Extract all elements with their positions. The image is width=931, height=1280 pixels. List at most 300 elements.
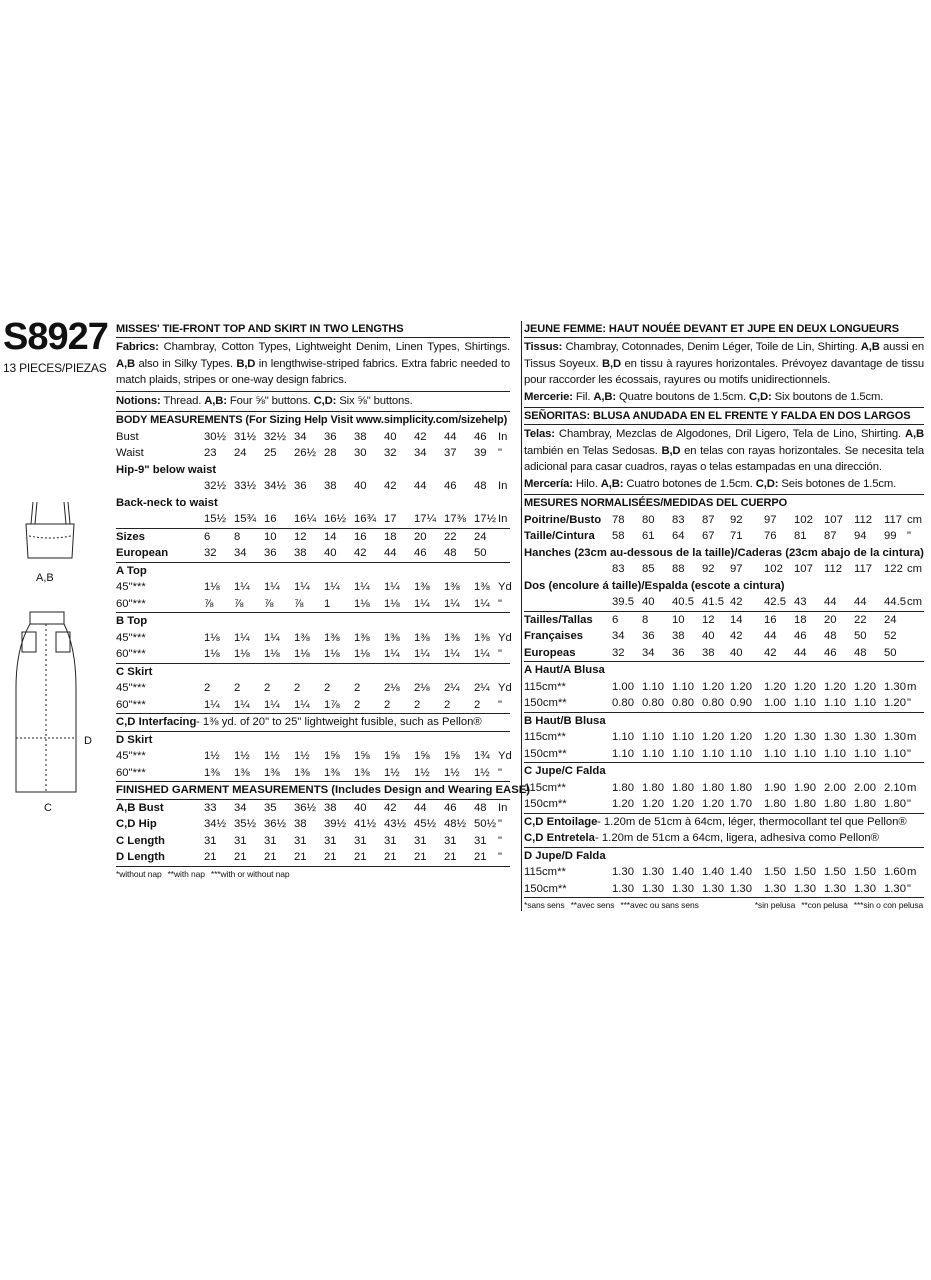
cell-value: 0.80 <box>612 697 634 709</box>
cell-value: 1 <box>324 597 331 610</box>
cell-value: 42 <box>414 430 427 443</box>
mesures-title: MESURES NORMALISÉES/MEDIDAS DEL CUERPO <box>524 497 788 509</box>
merceria-ab: A,B: <box>600 477 624 490</box>
cell-value: 8 <box>642 613 649 626</box>
french-spanish-section <box>521 321 924 911</box>
table-row <box>116 545 510 563</box>
row-label: Dos (encolure á taille)/Espalda (escote a cintura) <box>524 579 785 592</box>
cell-value: 1¼ <box>294 698 310 711</box>
cell-value: 1.50 <box>794 866 816 878</box>
cell-value: 92 <box>730 513 743 526</box>
cell-value: 87 <box>824 530 837 542</box>
cell-value: 1.30 <box>884 680 906 693</box>
french-measurement-table <box>524 512 924 899</box>
footnote: **avec sens <box>570 900 615 910</box>
cell-value: 32½ <box>204 480 226 492</box>
table-row <box>524 881 924 899</box>
table-row <box>116 511 510 529</box>
unit: " <box>498 698 503 711</box>
unit: Yd <box>498 750 512 762</box>
cell-value: 2¼ <box>444 682 460 694</box>
cell-value: 10 <box>264 530 277 543</box>
cell-value: 34 <box>642 646 655 659</box>
cell-value: 42 <box>354 547 367 559</box>
row-label: Waist <box>116 447 144 459</box>
cell-value: 1.80 <box>612 781 634 794</box>
cell-value: 1.30 <box>884 882 906 895</box>
table-row <box>116 529 510 546</box>
cell-value: 1⅛ <box>324 648 340 660</box>
cell-value: 88 <box>672 563 685 575</box>
cell-value: 6 <box>204 530 211 543</box>
mercerie-text3: Six boutons de 1.5cm. <box>771 390 884 403</box>
cell-value: 1⅝ <box>324 750 340 762</box>
cell-value: 2.00 <box>854 781 876 794</box>
cell-value: 1¼ <box>264 698 280 711</box>
cell-value: 16½ <box>324 513 346 525</box>
cell-value: 1⅜ <box>324 631 340 644</box>
table-row <box>116 445 510 462</box>
cell-value: 112 <box>824 563 843 575</box>
cell-value: 43 <box>794 596 807 608</box>
row-text: - 1⅜ yd. of 20" to 25" lightweight fusible, such as Pellon® <box>196 716 482 728</box>
table-row <box>524 695 924 713</box>
cell-value: 2 <box>474 698 481 711</box>
cell-value: 1⅜ <box>474 631 490 644</box>
cell-value: 16¾ <box>354 513 376 525</box>
cell-value: 1.50 <box>764 866 786 878</box>
cell-value: 42 <box>730 596 743 608</box>
cell-value: 21 <box>264 851 277 863</box>
cell-value: 67 <box>702 530 715 542</box>
row-label: C,D Hip <box>116 818 157 830</box>
cell-value: 21 <box>234 851 247 863</box>
cell-value: 1½ <box>474 766 490 779</box>
row-label: 60"*** <box>116 698 146 711</box>
cell-value: 80 <box>642 513 655 526</box>
cell-value: 1⅛ <box>294 648 310 660</box>
cell-value: 1.10 <box>794 747 816 760</box>
unit: Yd <box>498 581 512 593</box>
cell-value: 1⅜ <box>324 766 340 779</box>
row-label: European <box>116 547 169 559</box>
row-label: Taille/Cintura <box>524 530 595 542</box>
cell-value: 44.5 <box>884 596 906 608</box>
row-label: C,D Interfacing <box>116 716 197 728</box>
cell-value: 1⅜ <box>444 631 460 644</box>
table-row <box>524 763 924 780</box>
cell-value: 1.10 <box>612 747 634 760</box>
cell-value: 1.20 <box>612 798 634 810</box>
table-row <box>524 512 924 529</box>
cell-value: 1.00 <box>612 680 634 693</box>
table-row <box>524 612 924 629</box>
table-row <box>524 780 924 797</box>
table-row <box>524 528 924 545</box>
cell-value: 1.10 <box>642 680 664 693</box>
french-footnotes <box>524 898 924 911</box>
skirt-d-label: D <box>84 735 92 747</box>
table-row <box>116 833 510 850</box>
tissus-paragraph <box>524 338 924 408</box>
unit: m <box>907 866 917 878</box>
cell-value: 21 <box>204 851 217 863</box>
cell-value: 1⅛ <box>264 648 280 660</box>
unit: " <box>498 597 503 610</box>
cell-value: 1.10 <box>730 747 752 760</box>
cell-value: 1¼ <box>444 597 460 610</box>
cell-value: 34½ <box>204 818 226 830</box>
cell-value: 44 <box>854 596 867 608</box>
cell-value: 1.70 <box>730 798 752 810</box>
notions-cd: C,D: <box>313 394 337 407</box>
cell-value: 1½ <box>414 766 430 779</box>
cell-value: 1.30 <box>730 882 752 895</box>
top-illustration-label: A,B <box>36 572 54 584</box>
cell-value: 40.5 <box>672 596 694 608</box>
cell-value: 16 <box>764 613 777 626</box>
cell-value: 40 <box>324 547 337 559</box>
cell-value: 40 <box>730 646 743 659</box>
cell-value: 1.30 <box>612 866 634 878</box>
cell-value: 1⅜ <box>264 766 280 779</box>
mercerie-text: Fil. <box>572 390 594 403</box>
table-row <box>524 578 924 595</box>
cell-value: 2 <box>264 682 271 694</box>
cell-value: 14 <box>730 613 743 626</box>
cell-value: 1½ <box>234 750 250 762</box>
cell-value: 1⅛ <box>354 648 370 660</box>
cell-value: 0.80 <box>672 697 694 709</box>
table-row <box>524 679 924 696</box>
row-label: C,D Entretela <box>524 832 595 844</box>
cell-value: 34 <box>234 547 247 559</box>
cell-value: 1.30 <box>764 882 786 895</box>
pattern-number: S8927 <box>3 316 108 358</box>
cell-value: 1⅜ <box>234 766 250 779</box>
table-row <box>116 732 510 749</box>
cell-value: 1.80 <box>642 781 664 794</box>
row-label: 45"*** <box>116 581 146 593</box>
row-label: A Top <box>116 564 147 577</box>
cell-value: 1⅛ <box>204 648 220 660</box>
cell-value: 2.10 <box>884 781 906 794</box>
cell-value: 12 <box>702 613 715 626</box>
cell-value: 85 <box>642 563 655 575</box>
cell-value: 1⅜ <box>414 631 430 644</box>
notions-text: Thread. <box>160 394 205 407</box>
table-row <box>116 697 510 715</box>
table-row <box>116 429 510 446</box>
cell-value: 117 <box>884 513 903 526</box>
table-row <box>116 646 510 664</box>
notions-paragraph <box>116 392 510 413</box>
cell-value: 2⅛ <box>414 682 430 694</box>
mercerie-cd: C,D: <box>748 390 772 403</box>
telas-bd: B,D <box>661 444 681 457</box>
footnote: *without nap <box>116 868 162 879</box>
cell-value: 112 <box>854 513 873 526</box>
merceria-text: Hilo. <box>572 477 601 490</box>
cell-value: 31½ <box>234 430 256 443</box>
cell-value: 20 <box>824 613 837 626</box>
cell-value: 21 <box>444 851 457 863</box>
telas-text2: también en Telas Sedosas. <box>524 444 662 457</box>
cell-value: 1⅛ <box>354 597 370 610</box>
cell-value: 1¼ <box>294 581 310 593</box>
cell-value: 1¼ <box>414 597 430 610</box>
cell-value: 23 <box>204 447 217 459</box>
cell-value: 1½ <box>204 750 220 762</box>
cell-value: 1⅜ <box>354 631 370 644</box>
row-label: 45"*** <box>116 682 146 694</box>
cell-value: 1¾ <box>474 750 490 762</box>
cell-value: 44 <box>794 646 807 659</box>
cell-value: 40 <box>702 630 715 642</box>
pieces-count: 13 PIECES/PIEZAS <box>3 361 107 375</box>
cell-value: ⅞ <box>294 597 304 610</box>
cell-value: 1.10 <box>884 747 906 760</box>
cell-value: 2 <box>444 698 451 711</box>
cell-value: 31 <box>414 834 427 847</box>
cell-value: 39.5 <box>612 596 634 608</box>
unit: " <box>907 747 912 760</box>
cell-value: 44 <box>764 630 777 642</box>
cell-value: 42 <box>730 630 743 642</box>
cell-value: 1⅜ <box>384 631 400 644</box>
cell-value: 25 <box>264 447 277 459</box>
cell-value: 2⅛ <box>384 682 400 694</box>
unit: " <box>498 834 503 847</box>
cell-value: 1.20 <box>854 680 876 693</box>
unit: Yd <box>498 631 512 644</box>
cell-value: 32 <box>612 646 625 659</box>
tissus-text: Chambray, Cotonnades, Denim Léger, Toile de Lin, Shirting. <box>562 341 861 353</box>
cell-value: 31 <box>234 834 247 847</box>
cell-value: 35½ <box>234 818 256 830</box>
mercerie-text2: Quatre boutons de 1.5cm. <box>615 390 749 403</box>
cell-value: 1.30 <box>612 882 634 895</box>
cell-value: 15½ <box>204 513 226 525</box>
footnote: ***sin o con pelusa <box>853 900 924 910</box>
cell-value: 1.30 <box>794 882 816 895</box>
table-row <box>116 613 510 630</box>
fabrics-text2: also in Silky Types. <box>135 357 237 370</box>
cell-value: 1.30 <box>824 731 846 743</box>
row-label: 115cm** <box>524 866 566 878</box>
cell-value: 22 <box>854 613 867 626</box>
cell-value: 18 <box>384 530 397 543</box>
cell-value: 1.80 <box>854 798 876 810</box>
row-label: B Haut/B Blusa <box>524 714 606 727</box>
row-label: C Jupe/C Falda <box>524 765 606 777</box>
unit: " <box>907 882 912 895</box>
row-label: Françaises <box>524 630 584 642</box>
english-section <box>116 321 531 880</box>
merceria-text2: Cuatro botones de 1.5cm. <box>623 477 756 490</box>
cell-value: 24 <box>234 447 247 459</box>
merceria-text3: Seis botones de 1.5cm. <box>778 477 897 490</box>
cell-value: 52 <box>884 630 897 642</box>
cell-value: 1⅝ <box>414 750 430 762</box>
telas-label: Telas: <box>524 428 555 440</box>
cell-value: 117 <box>854 563 873 575</box>
cell-value: 50½ <box>474 818 496 830</box>
table-row <box>116 596 510 614</box>
cell-value: 1.10 <box>642 747 664 760</box>
cell-value: 21 <box>294 851 307 863</box>
cell-value: 1.40 <box>702 866 724 878</box>
unit: Yd <box>498 682 512 694</box>
table-row <box>524 645 924 663</box>
cell-value: 1.80 <box>764 798 786 810</box>
cell-value: 2¼ <box>474 682 490 694</box>
cell-value: 0.90 <box>730 697 752 709</box>
footnote: **with nap <box>167 868 205 879</box>
cell-value: 1.80 <box>824 798 846 810</box>
cell-value: 32 <box>204 547 217 559</box>
cell-value: 2 <box>414 698 421 711</box>
skirt-illustration <box>10 608 82 798</box>
cell-value: 1.80 <box>730 781 752 794</box>
cell-value: 17 <box>384 513 397 525</box>
cell-value: 83 <box>672 513 685 526</box>
tissus-text2: aussi en Tissus Soyeux. <box>524 341 924 370</box>
cell-value: 1.10 <box>612 731 634 743</box>
body-measurements-title: BODY MEASUREMENTS (For Sizing Help Visit www.simplicity.com/sizehelp) <box>116 414 508 426</box>
cell-value: 1⅜ <box>354 766 370 779</box>
cell-value: 1¼ <box>234 581 250 593</box>
cell-value: 33 <box>204 801 217 814</box>
cell-value: 41.5 <box>702 596 724 608</box>
row-label: C Skirt <box>116 665 153 678</box>
cell-value: 40 <box>384 430 397 443</box>
cell-value: 1⅝ <box>354 750 370 762</box>
unit: " <box>907 697 912 709</box>
cell-value: 36½ <box>264 818 286 830</box>
cell-value: 2 <box>294 682 301 694</box>
cell-value: 1½ <box>264 750 280 762</box>
cell-value: 1.20 <box>730 680 752 693</box>
cell-value: 97 <box>730 563 743 575</box>
cell-value: 1.40 <box>672 866 694 878</box>
cell-value: 61 <box>642 530 655 542</box>
cell-value: 43½ <box>384 818 406 830</box>
unit: In <box>498 430 508 443</box>
cell-value: 31 <box>264 834 277 847</box>
table-row <box>116 782 531 800</box>
cell-value: 1⅝ <box>444 750 460 762</box>
cell-value: 1½ <box>384 766 400 779</box>
row-label: 60"*** <box>116 766 146 779</box>
cell-value: 38 <box>324 480 337 492</box>
cell-value: 1⅛ <box>384 597 400 610</box>
cell-value: 38 <box>672 630 685 642</box>
cell-value: 38 <box>354 430 367 443</box>
cell-value: 1.50 <box>854 866 876 878</box>
table-row <box>116 765 510 783</box>
cell-value: 48 <box>854 646 867 659</box>
cell-value: 1¼ <box>414 648 430 660</box>
cell-value: 1.30 <box>854 882 876 895</box>
cell-value: 12 <box>294 530 307 543</box>
cell-value: 87 <box>702 513 715 526</box>
table-row <box>524 864 924 881</box>
row-label: 150cm** <box>524 798 567 810</box>
cell-value: 1.10 <box>824 697 846 709</box>
cell-value: 1⅞ <box>324 698 340 711</box>
table-row <box>524 796 924 814</box>
mercerie-ab: A,B: <box>593 390 616 403</box>
cell-value: 30 <box>354 447 367 459</box>
table-row <box>524 662 924 679</box>
cell-value: 39½ <box>324 818 346 830</box>
cell-value: 50 <box>474 547 487 559</box>
row-label: 150cm** <box>524 747 567 760</box>
cell-value: 40 <box>354 801 367 814</box>
unit: cm <box>907 563 923 575</box>
fabrics-bd: B,D <box>236 357 256 370</box>
cell-value: 46 <box>474 430 487 443</box>
cell-value: 36 <box>642 630 655 642</box>
cell-value: 1.60 <box>884 866 906 878</box>
cell-value: 46 <box>794 630 807 642</box>
cell-value: 1⅜ <box>204 766 220 779</box>
cell-value: 1.30 <box>854 731 876 743</box>
table-row <box>116 714 510 732</box>
telas-text: Chambray, Mezclas de Algodones, Dril Ligero, Tela de Lino, Shirting. <box>554 428 905 440</box>
cell-value: 6 <box>612 613 619 626</box>
cell-value: 1.20 <box>702 680 724 693</box>
unit: In <box>498 480 508 492</box>
cell-value: 122 <box>884 563 903 575</box>
cell-value: 31 <box>354 834 367 847</box>
cell-value: 38 <box>324 801 337 814</box>
cell-value: 1¼ <box>384 648 400 660</box>
cell-value: 1½ <box>444 766 460 779</box>
cell-value: 17⅜ <box>444 513 466 525</box>
top-illustration <box>20 500 80 570</box>
cell-value: 21 <box>384 851 397 863</box>
cell-value: 1.20 <box>764 731 786 743</box>
cell-value: 36½ <box>294 801 316 814</box>
cell-value: 1⅜ <box>294 631 310 644</box>
cell-value: 1⅝ <box>384 750 400 762</box>
cell-value: 37 <box>444 447 457 459</box>
row-text: - 1.20m de 51cm à 64cm, léger, thermocollant tel que Pellon® <box>597 815 907 828</box>
cell-value: 1.20 <box>764 680 786 693</box>
cell-value: 14 <box>324 530 337 543</box>
cell-value: 32 <box>384 447 397 459</box>
unit: " <box>907 798 912 810</box>
table-row <box>524 729 924 746</box>
cell-value: 36 <box>294 480 307 492</box>
cell-value: 1¼ <box>444 648 460 660</box>
row-label: 115cm** <box>524 731 566 743</box>
cell-value: 2.00 <box>824 781 846 794</box>
cell-value: 50 <box>854 630 867 642</box>
cell-value: 1¼ <box>234 631 250 644</box>
cell-value: 16 <box>354 530 367 543</box>
cell-value: 16 <box>264 513 277 525</box>
cell-value: 83 <box>612 563 625 575</box>
cell-value: 1⅛ <box>234 648 250 660</box>
row-label: 150cm** <box>524 697 567 709</box>
table-row <box>116 462 510 479</box>
table-row <box>116 849 510 867</box>
cell-value: 1.40 <box>730 866 752 878</box>
cell-value: 44 <box>384 547 397 559</box>
